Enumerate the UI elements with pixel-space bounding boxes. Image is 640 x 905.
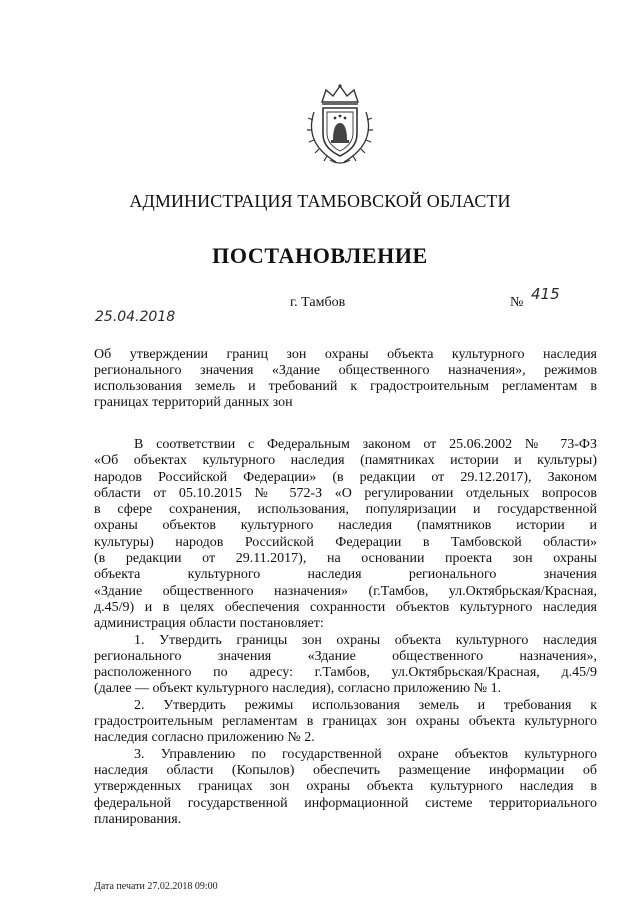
clause-2-line: градостроительным регламентам в границах зон охраны объекта культурного: [94, 714, 597, 730]
document-type-heading: ПОСТАНОВЛЕНИЕ: [212, 243, 428, 268]
city-label: г. Тамбов: [290, 295, 346, 310]
body-line: культуры) народов Российской Федерации в Тамбовской области»: [94, 534, 597, 550]
body-line: администрация области постановляет:: [94, 616, 324, 632]
body-line: (в редакции от 29.11.2017), на основании проекта зон охраны: [94, 551, 597, 567]
resolution-title: [94, 347, 597, 411]
clause-2-line: 2. Утвердить режимы использования земель и требования к: [134, 697, 597, 713]
clause-1-line: 1. Утвердить границы зон охраны объекта культурного наследия: [134, 632, 597, 648]
organization-name: АДМИНИСТРАЦИЯ ТАМБОВСКОЙ ОБЛАСТИ: [129, 191, 511, 211]
title-line: Об утверждении границ зон охраны объекта культурного наследия: [94, 347, 597, 362]
clause-3-line: 3. Управлению по государственной охране объектов культурного: [134, 746, 597, 762]
handwritten-number: 415: [531, 285, 560, 303]
resolution-body: [94, 437, 597, 828]
title-line: использования земель и требований к градостроительным регламентам в: [94, 379, 597, 394]
clause-1-line: (далее — объект культурного наследия), согласно приложению № 1.: [94, 681, 502, 697]
number-sign: №: [510, 295, 524, 310]
body-line: народов Российской Федерации» (в редакции от 29.12.2017), Законом: [94, 469, 597, 485]
handwritten-date: 25.04.2018: [95, 309, 176, 325]
clause-3-line: планирования.: [94, 811, 182, 827]
clause-1-line: регионального значения «Здание общественного назначения»,: [94, 648, 597, 664]
body-line: В соответствии с Федеральным законом от 25.06.2002 № 73-ФЗ: [134, 437, 597, 452]
body-line: «Об объектах культурного наследия (памятниках истории и культуры): [94, 453, 597, 469]
coat-of-arms-icon: [300, 82, 380, 166]
clause-1-line: расположенного по адресу: г.Тамбов, ул.Октябрьская/Красная, д.45/9: [94, 665, 597, 681]
body-line: д.45/9) и в целях обеспечения сохранности объектов культурного наследия: [94, 599, 597, 615]
body-line: объекта культурного наследия регионального значения: [94, 567, 597, 583]
clause-3-line: федеральной государственной информационной системе территориального: [94, 795, 597, 811]
clause-3-line: утвержденных границах зон охраны объекта культурного наследия в: [94, 779, 597, 795]
title-line: границах территорий данных зон: [94, 395, 293, 410]
title-line: регионального значения «Здание общественного назначения», режимов: [94, 363, 597, 378]
body-line: области от 05.10.2015 № 572-З «О регулировании отдельных вопросов: [94, 485, 597, 501]
clause-3-line: наследия области (Копылов) обеспечить размещение информации об: [94, 762, 597, 778]
clause-2-line: наследия согласно приложению № 2.: [94, 730, 315, 746]
body-line: в сфере сохранения, использования, популяризации и государственной: [94, 502, 597, 518]
body-line: охраны объектов культурного наследия (памятников истории и: [94, 518, 597, 534]
body-line: «Здание общественного назначения» (г.Тамбов, ул.Октябрьская/Красная,: [94, 583, 597, 599]
print-date-footer: Дата печати 27.02.2018 09:00: [94, 881, 218, 892]
